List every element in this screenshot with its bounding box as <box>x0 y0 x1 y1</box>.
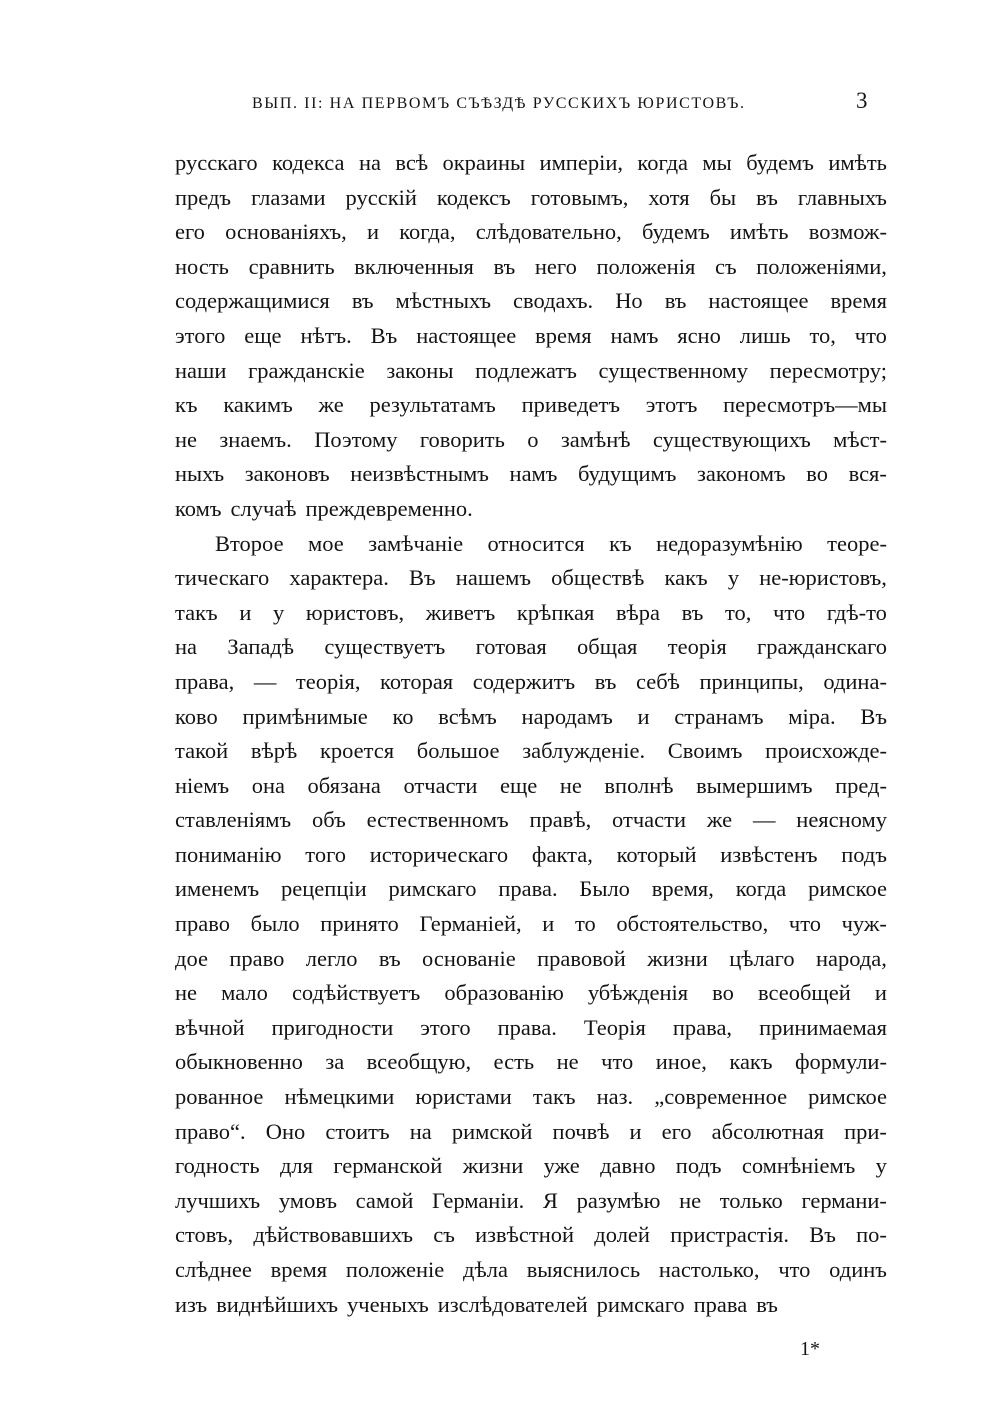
text-line: содержащимися въ мѣстныхъ сводахъ. Но въ настоящее время <box>175 288 887 314</box>
text-line: наши гражданскіе законы подлежатъ существенному пересмотру; <box>175 357 887 383</box>
text-line: ставленіямъ объ естественномъ правѣ, отчасти же — неясному <box>175 807 887 833</box>
text-line: къ какимъ же результатамъ приведетъ этотъ пересмотръ—мы <box>175 392 887 418</box>
text-line: его основаніяхъ, и когда, слѣдовательно, будемъ имѣть возмож- <box>175 219 887 245</box>
text-line: тическаго характера. Въ нашемъ обществѣ какъ у не-юристовъ, <box>175 565 887 591</box>
text-line: права, — теорія, которая содержитъ въ себѣ принципы, одина- <box>175 668 887 694</box>
text-line: именемъ рецепціи римскаго права. Было время, когда римское <box>175 876 887 902</box>
text-line: ково примѣнимые ко всѣмъ народамъ и странамъ міра. Въ <box>175 703 887 729</box>
text-line: комъ случаѣ преждевременно. <box>175 495 473 521</box>
text-line: право было принято Германіей, и то обстоятельство, что чуж- <box>175 911 887 937</box>
body-text <box>175 146 887 1322</box>
running-head: ВЫП. II: НА ПЕРВОМЪ СЪѢЗДѢ РУССКИХЪ ЮРИСТОВЪ. <box>252 95 746 112</box>
text-line: такъ и у юристовъ, живетъ крѣпкая вѣра въ то, что гдѣ-то <box>175 599 887 625</box>
text-line: предъ глазами русскій кодексъ готовымъ, хотя бы въ главныхъ <box>175 184 887 210</box>
text-line: изъ виднѣйшихъ ученыхъ изслѣдователей римскаго права въ <box>175 1291 778 1317</box>
text-line: дое право легло въ основаніе правовой жизни цѣлаго народа, <box>175 945 887 971</box>
text-line: годность для германской жизни уже давно подъ сомнѣніемъ у <box>175 1153 887 1179</box>
text-line: на Западѣ существуетъ готовая общая теорія гражданскаго <box>175 634 887 660</box>
signature-mark: 1* <box>800 1338 820 1360</box>
text-line: стовъ, дѣйствовавшихъ съ извѣстной долей пристрастія. Въ по- <box>175 1222 887 1248</box>
text-line: ніемъ она обязана отчасти еще не вполнѣ вымершимъ пред- <box>175 772 887 798</box>
text-line: слѣднее время положеніе дѣла выяснилось настолько, что одинъ <box>175 1257 887 1282</box>
text-line: рованное нѣмецкими юристами такъ наз. „современное римское <box>175 1084 887 1110</box>
text-line: не мало содѣйствуетъ образованію убѣжденія во всеобщей и <box>175 980 887 1006</box>
text-line: этого еще нѣтъ. Въ настоящее время намъ ясно лишь то, что <box>175 322 887 348</box>
text-line: такой вѣрѣ кроется большое заблужденіе. Своимъ происхожде- <box>175 738 887 764</box>
text-line: ность сравнить включенныя въ него положенія съ положеніями, <box>175 253 887 279</box>
text-line: русскаго кодекса на всѣ окраины имперіи, когда мы будемъ имѣть <box>175 150 887 175</box>
text-line: пониманію того историческаго факта, который извѣстенъ подъ <box>175 841 887 867</box>
text-line: не знаемъ. Поэтому говорить о замѣнѣ существующихъ мѣст- <box>175 426 887 452</box>
text-line: лучшихъ умовъ самой Германіи. Я разумѣю не только германи- <box>175 1187 887 1213</box>
page-number: 3 <box>856 88 868 113</box>
text-line: ныхъ законовъ неизвѣстнымъ намъ будущимъ закономъ во вся- <box>175 461 887 487</box>
text-line: вѣчной пригодности этого права. Теорія права, принимаемая <box>175 1014 887 1040</box>
text-line: право“. Оно стоитъ на римской почвѣ и его абсолютная при- <box>175 1118 887 1144</box>
text-line: обыкновенно за всеобщую, есть не что иное, какъ формули- <box>175 1049 887 1075</box>
text-line: Второе мое замѣчаніе относится къ недоразумѣнію теоре- <box>215 530 887 556</box>
